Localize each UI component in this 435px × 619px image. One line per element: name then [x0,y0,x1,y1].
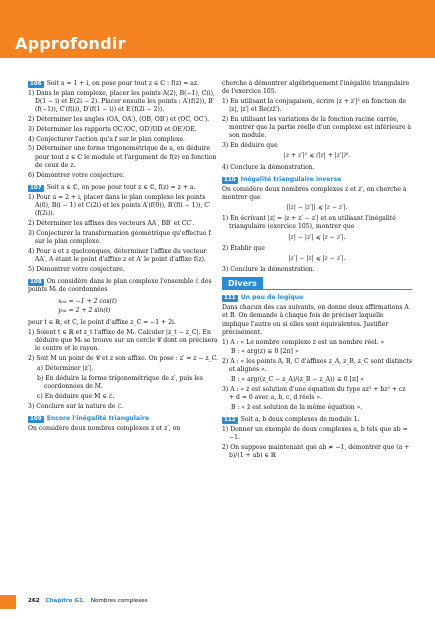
page-footer [28,598,148,604]
exercise-item: 1) Donner un exemple de deux complexes a, b tels que ab = −1. [222,426,408,442]
exercise-text: Dans chacun des cas suivants, on donne deux affirmations A et B. On demande à chaque fois de préciser laquelle implique l'autre ou si elles sont équivalentes. Justifier précisément. [222,304,409,336]
exercise-item: 1) En utilisant la conjugaison, écrire |z + z′|² en fonction de |z|, |z′| et Re(zz̄′). [222,98,406,114]
footer-color-mark [0,595,16,609]
exercise-110-heading [222,176,412,184]
exercise-subitem: b) En déduire la forme trigonométrique de z′, puis les coordonnées de M. [37,374,203,390]
system-line: yₘₜ = 2 + 2 sin(t) [58,307,111,315]
exercise-item: 3) En déduire que [222,142,278,150]
exercise-item: 1) A : « Le nombre complexe z est un nombre réel. » [222,338,385,346]
formula: |z′| − |z| ⩽ |z − z′|. [288,255,346,263]
exercise-number: 112 [224,417,236,424]
exercise-item: 6) Démontrer votre conjecture. [28,171,125,179]
page-number: 262 [28,598,40,604]
exercise-number: 106 [30,81,42,87]
exercise-number: 110 [224,176,236,183]
chapter-label: Chapitre G1. [45,598,86,604]
left-column [28,80,220,434]
exercise-text: cherche à démontrer algébriquement l'inégalité triangulaire de l'exercice 105. [222,80,410,96]
exercise-number: 108 [30,278,42,285]
exercise-number: 107 [30,184,42,191]
exercise-item: 1) Dans le plan complexe, placer les points A(2), B(−1), C(i), D(1 − i) et E(2i − 2). Placer ensuite les points : A′(f(2)), B′(f(−1)), C′(f(i)), D′(f(1 − i)) et E′(f(2i − 2)). [28,89,215,114]
exercise-text: pour t ∈ ℝ, et C, le point d'affixe z_C = −1 + 2i. [28,319,176,327]
exercise-item: 1) Soient t ∈ ℝ et z_t l'affixe de Mₜ. Calculer |z_t − z_C|. En déduire que Mₜ se trouve sur un cercle 𝒞 dont on précisera le centre et le rayon. [28,329,218,353]
exercise-item: 3) Conclure sur la nature de ℰ. [28,402,124,410]
exercise-107-intro: 107 Soit a ∈ ℂ, on pose pour tout z ∈ ℂ, f(z) = z + a. [30,183,196,191]
exercise-number: 111 [224,295,236,302]
exercise-subitem: B : « z̄ est solution de la même équation ». [231,404,363,412]
exercise-item: 5) Démontrer votre conjecture. [28,265,125,273]
exercise-title: Inégalité triangulaire inverse [240,175,342,183]
exercise-item: 3) A : « z est solution d'une équation du type az² + bz² + cz + d = 0 avec a, b, c, d réels ». [222,386,406,402]
exercise-item: 2) Déterminer les angles (OA, OA′), (OB, OB′) et (OC, OC′). [28,116,210,123]
exercise-108-intro: 108 On considère dans le plan complexe l'ensemble ℰ des points Mₜ de coordonnées [28,277,212,293]
exercise-item: 3) Conclure la démonstration. [222,266,315,274]
divers-section-header [222,277,412,290]
exercise-subitem: c) En déduire que M ∈ ℰ. [37,392,115,400]
parametric-system [58,297,220,315]
exercise-item: 3) Déterminer les rapports OC′/OC, OD′/OD et OE′/OE. [28,125,197,133]
chapter-title: Nombres complexes [90,598,148,604]
exercise-112-intro: 112 Soit a, b deux complexes de module 1. [224,416,360,424]
exercise-number: 109 [30,415,42,422]
exercise-109-heading [28,415,220,423]
exercise-item: 1) Pour a = 2 + i, placer dans le plan complexe les points A(0), B(i − 1) et C(2i) et les points A′(f(0)), B′(f(i − 1)), C′(f(2i)). [28,193,211,217]
exercise-item: 2) On suppose maintenant que ab ≠ −1, démontrer que (a + b)/(1 + ab) ∈ ℝ [222,444,410,460]
exercise-subitem: B : « arg((z_C − z_A)/(z_B − z_A)) ≡ 0 [π] » [231,376,364,384]
divers-label: Divers [222,277,263,290]
exercise-item: 2) Établir que [222,244,265,252]
chapter-banner [0,0,435,58]
exercise-subitem: a) Déterminer |z′|. [37,365,94,372]
formula: ||z| − |z′|| ⩽ |z − z′|. [286,204,348,212]
exercise-106-intro: 106 Soit a = 1 + i, on pose pour tout z ∈ ℂ : f(z) = az. [30,80,200,87]
formula: |z| − |z′| ⩽ |z − z′|. [288,233,346,241]
exercise-item: 1) En écrivant |z| = |z + z′ − z′| et en utilisant l'inégalité triangulaire (exercice 105), montrer que [222,215,396,231]
exercise-item: 4) Pour a et z quelconques, déterminer l'affixe du vecteur AA′, A étant le point d'affixe z et A′ le point d'affixe f(z). [28,247,207,263]
exercise-111-heading [222,294,412,302]
exercise-item: 5) Déterminer une forme trigonométrique de a, en déduire pour tout z ∈ ℂ le module et l'argument de f(z) en fonction de ceux de z. [28,145,217,169]
exercise-item: 4) Conclure la démonstration. [222,163,315,171]
right-column [222,80,412,462]
exercise-text: On considère deux nombres complexes z et z′, on [28,424,181,432]
exercise-item: 4) Conjecturer l'action qu'a f sur le plan complexe. [28,135,185,143]
exercise-title: Encore l'inégalité triangulaire [46,414,150,422]
exercise-item: 3) Conjecturer la transformation géométrique qu'effectue f sur le plan complexe. [28,229,211,245]
exercise-text: On considère deux nombres complexes z et z′, on cherche à montrer que [222,185,407,201]
exercise-subitem: B : « arg(z) ≡ 0 [2π] » [231,348,299,356]
exercise-item: 2) Soit M un point de 𝒞 et z son affixe. On pose : z′ = z − z_C. [28,355,219,363]
exercise-item: 2) En utilisant les variations de la fonction racine carrée, montrer que la partie réelle d'un complexe est inférieure à son module. [222,116,412,140]
exercise-item: 2) A : « les points A, B, C d'affixes z_A, z_B, z_C sont distincts et alignés ». [222,358,412,374]
system-line: xₘₜ = −1 + 2 cos(t) [58,298,117,306]
exercise-item: 2) Déterminer les affixes des vecteurs AA′, BB′ et CC′. [28,219,195,227]
exercise-title: Un peu de logique [240,294,304,302]
section-title: Approfondir [15,34,126,53]
formula: |z + z′|² ⩽ (|z| + |z′|)². [283,152,351,160]
